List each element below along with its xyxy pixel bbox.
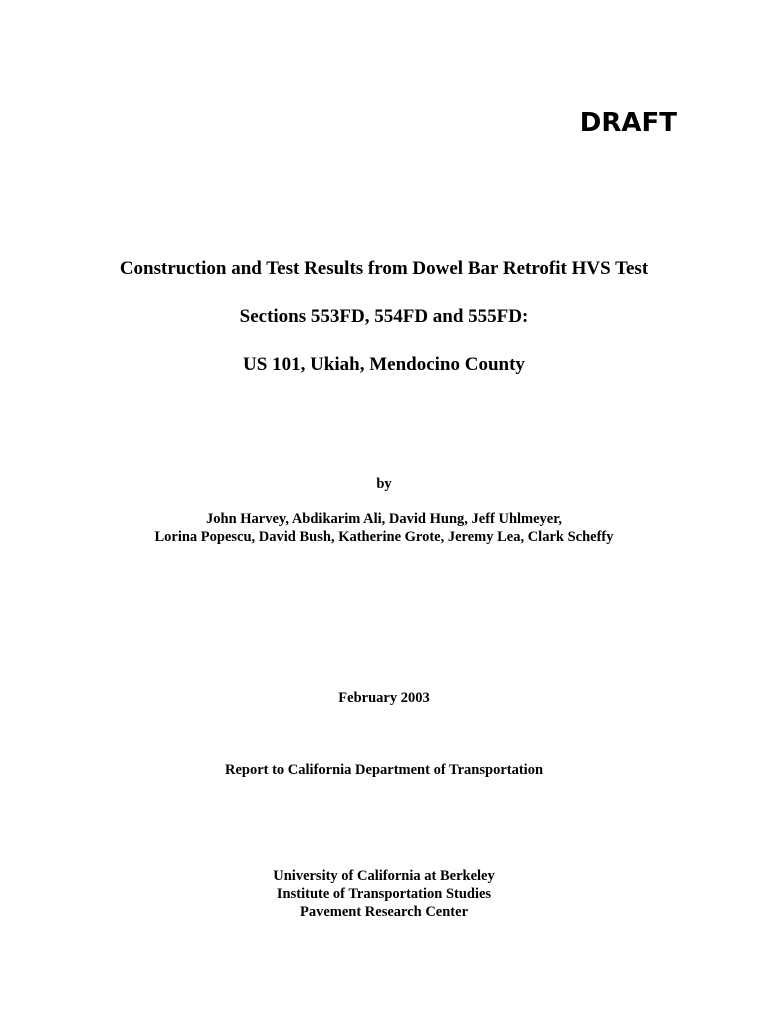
report-date: February 2003 bbox=[338, 690, 430, 706]
institution-line-1: University of California at Berkeley bbox=[273, 868, 495, 884]
title-line-1: Construction and Test Results from Dowel Bar Retrofit HVS Test bbox=[119, 258, 649, 279]
byline-by: by bbox=[376, 476, 392, 492]
institution-line-3: Pavement Research Center bbox=[299, 904, 469, 920]
title-line-2: Sections 553FD, 554FD and 555FD: bbox=[239, 306, 529, 327]
institution-line-2: Institute of Transportation Studies bbox=[276, 886, 492, 902]
title-line-3: US 101, Ukiah, Mendocino County bbox=[243, 354, 525, 375]
authors-line-1: John Harvey, Abdikarim Ali, David Hung, Jeff Uhlmeyer, bbox=[206, 511, 562, 527]
draft-label: DRAFT bbox=[579, 108, 677, 138]
authors-line-2: Lorina Popescu, David Bush, Katherine Grote, Jeremy Lea, Clark Scheffy bbox=[154, 529, 614, 545]
report-recipient: Report to California Department of Transportation bbox=[224, 762, 544, 778]
